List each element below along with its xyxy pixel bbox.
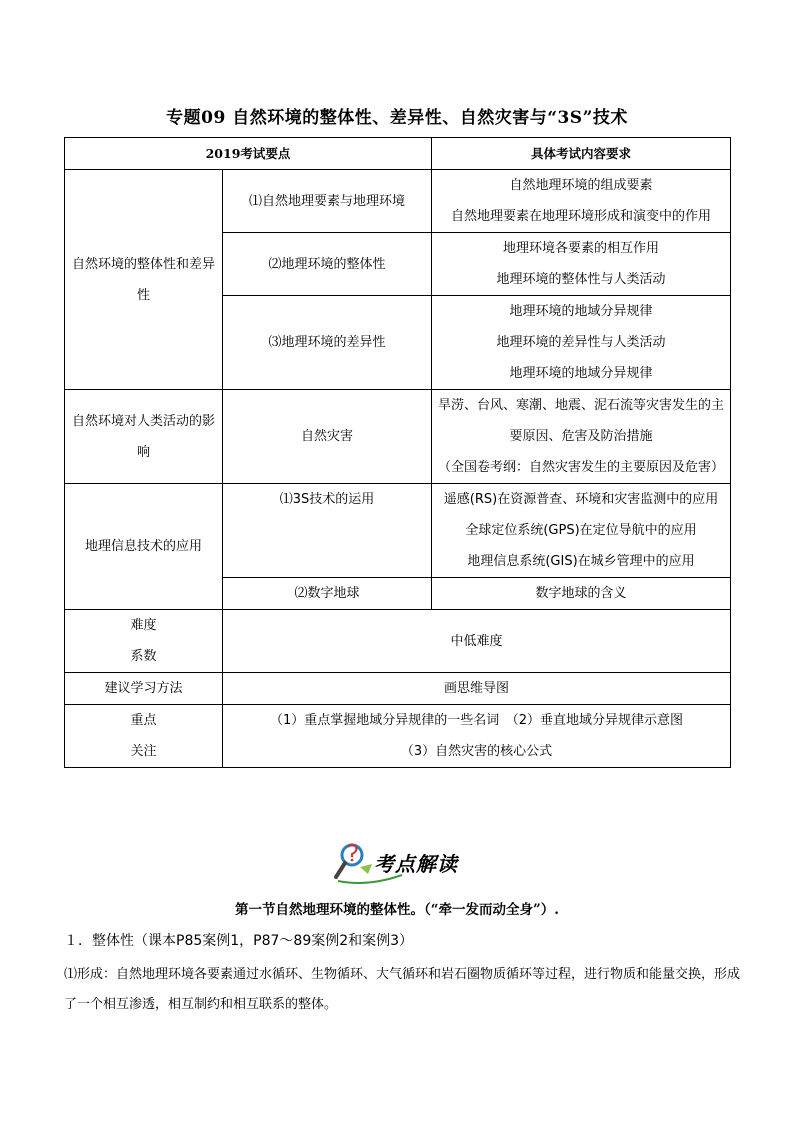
req-cell	[432, 484, 731, 578]
difficulty-label-line: 系数	[130, 649, 157, 664]
point-cell: ⑵数字地球	[223, 578, 432, 610]
req-line: 地理环境的地域分异规律	[509, 366, 653, 381]
req-line: （全国卷考纲：自然灾害发生的主要原因及危害）	[438, 460, 725, 475]
difficulty-label-line: 难度	[130, 618, 157, 633]
req-line: 地理环境的差异性与人类活动	[496, 335, 666, 350]
page-title: 专题09 自然环境的整体性、差异性、自然灾害与“3S”技术	[166, 108, 628, 128]
req-cell	[432, 390, 731, 484]
table-row	[65, 673, 731, 705]
topic-cell: 自然环境的整体性和差异性	[65, 170, 223, 390]
paragraph: ⑴形成：自然地理环境各要素通过水循环、生物循环、大气循环和岩石圈物质循环等过程，进行物质和能量交换，形成了一个相互渗透，相互制约和相互联系的整体。	[64, 967, 741, 1012]
req-line: 地理环境各要素的相互作用	[503, 241, 660, 256]
focus-label	[65, 705, 223, 768]
point-cell: ⑶地理环境的差异性	[223, 296, 432, 390]
item-heading: １．整体性（课本P85案例1，P87～89案例2和案例3）	[64, 933, 414, 949]
req-line: 遥感(RS)在资源普查、环境和灾害监测中的应用	[443, 492, 719, 507]
header-exam-points: 2019考试要点	[65, 138, 432, 170]
req-cell	[432, 170, 731, 233]
req-line: 地理环境的地域分异规律	[509, 304, 653, 319]
table-row	[65, 705, 731, 768]
difficulty-label	[65, 610, 223, 673]
focus-label-line: 重点	[130, 713, 157, 728]
req-line: 全球定位系统(GPS)在定位导航中的应用	[465, 523, 697, 538]
point-cell: ⑴自然地理要素与地理环境	[223, 170, 432, 233]
table-header-row	[65, 138, 731, 170]
difficulty-value: 中低难度	[223, 610, 731, 673]
req-line: 地理环境的整体性与人类活动	[496, 272, 666, 287]
method-value: 画思维导图	[223, 673, 731, 705]
header-requirements: 具体考试内容要求	[432, 138, 731, 170]
req-line: 旱涝、台风、寒潮、地震、泥石流等灾害发生的主要原因、危害及防治措施	[438, 398, 725, 444]
focus-label-line: 关注	[130, 744, 157, 759]
topic-cell: 自然环境对人类活动的影响	[65, 390, 223, 484]
req-cell	[432, 296, 731, 390]
focus-line: （1）重点掌握地域分异规律的一些名词 （2）垂直地域分异规律示意图	[269, 713, 684, 728]
point-cell: ⑵地理环境的整体性	[223, 233, 432, 296]
req-line: 自然地理要素在地理环境形成和演变中的作用	[451, 209, 712, 224]
method-label: 建议学习方法	[65, 673, 223, 705]
req-line: 自然地理环境的组成要素	[509, 178, 653, 193]
table-row	[65, 390, 731, 484]
topic-cell: 地理信息技术的应用	[65, 484, 223, 610]
table-row	[65, 170, 731, 233]
table-row	[65, 610, 731, 673]
kaodian-jiedu-logo	[330, 837, 460, 887]
req-cell: 数字地球的含义	[432, 578, 731, 610]
point-cell: ⑴3S技术的运用	[223, 484, 432, 578]
logo-text: 考点解读	[374, 852, 458, 876]
focus-line: （3）自然灾害的核心公式	[400, 744, 553, 759]
focus-value	[223, 705, 731, 768]
exam-requirements-table	[64, 137, 731, 768]
req-line: 地理信息系统(GIS)在城乡管理中的应用	[467, 554, 695, 569]
point-cell: 自然灾害	[223, 390, 432, 484]
req-cell	[432, 233, 731, 296]
section-title: 第一节自然地理环境的整体性。（“牵一发而动全身”）.	[235, 902, 559, 918]
table-row	[65, 484, 731, 578]
